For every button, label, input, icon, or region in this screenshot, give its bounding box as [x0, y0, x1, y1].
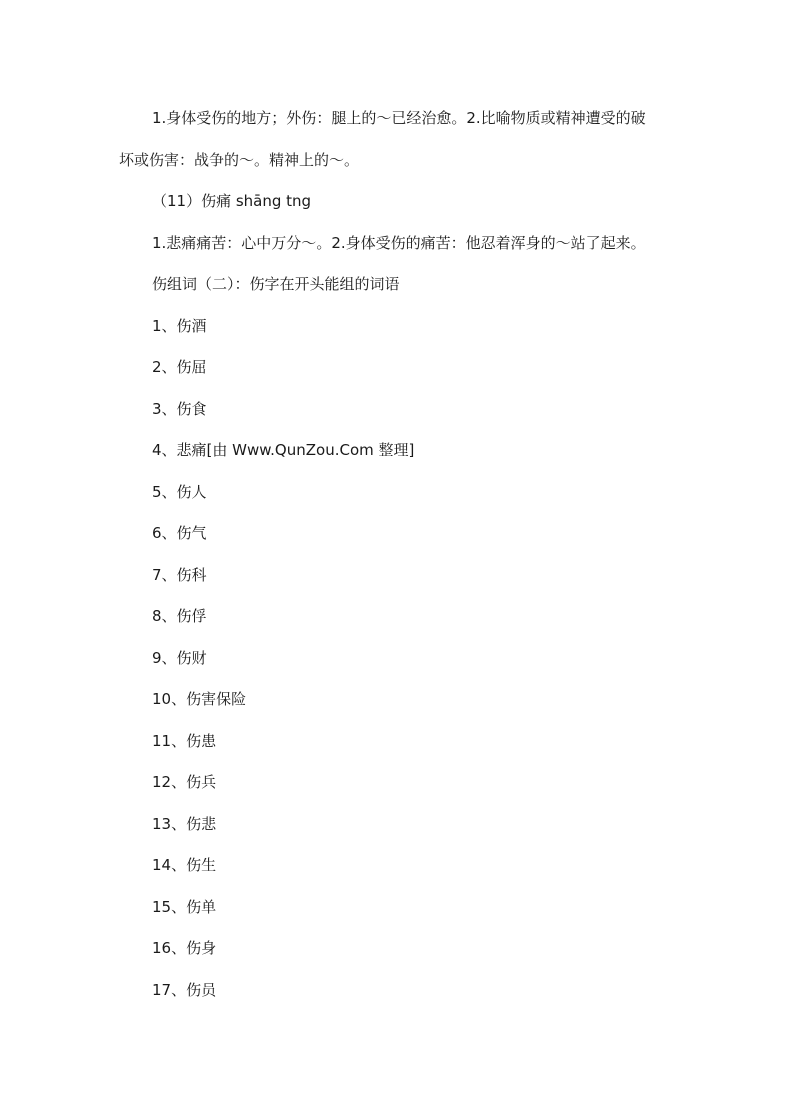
paragraph-line: 1.身体受伤的地方；外伤：腿上的～已经治愈。2.比喻物质或精神遭受的破: [152, 109, 646, 127]
list-item: 4、悲痛[由 Www.QunZou.Com 整理]: [152, 441, 415, 459]
list-item: 8、伤俘: [152, 607, 207, 625]
list-item: 11、伤患: [152, 732, 217, 750]
list-item: 15、伤单: [152, 898, 217, 916]
list-item: 1、伤酒: [152, 317, 207, 335]
list-item: 3、伤食: [152, 400, 207, 418]
list-item: 7、伤科: [152, 566, 207, 584]
list-item: 5、伤人: [152, 483, 207, 501]
list-item: 9、伤财: [152, 649, 207, 667]
list-item: 17、伤员: [152, 981, 217, 999]
paragraph-line: 坏或伤害：战争的～。精神上的～。: [119, 151, 360, 169]
list-item: 16、伤身: [152, 939, 217, 957]
list-item: 13、伤悲: [152, 815, 217, 833]
entry-heading: （11）伤痛 shāng tng: [152, 192, 312, 210]
list-item: 6、伤气: [152, 524, 207, 542]
list-item: 14、伤生: [152, 856, 217, 874]
paragraph-line: 1.悲痛痛苦：心中万分～。2.身体受伤的痛苦：他忍着浑身的～站了起来。: [152, 234, 646, 252]
section-title: 伤组词（二）：伤字在开头能组的词语: [152, 275, 400, 293]
list-item: 12、伤兵: [152, 773, 217, 791]
list-item: 10、伤害保险: [152, 690, 247, 708]
list-item: 2、伤屈: [152, 358, 207, 376]
